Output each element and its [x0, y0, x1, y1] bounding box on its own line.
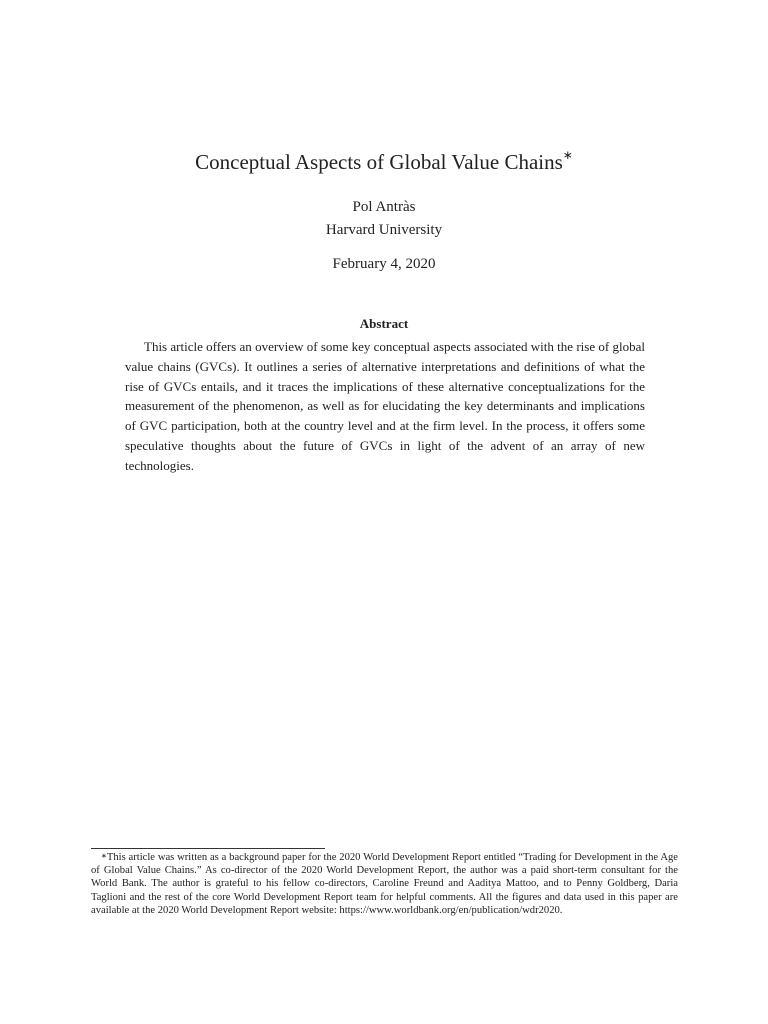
footnote-divider [91, 848, 325, 849]
paper-title-text: Conceptual Aspects of Global Value Chains [195, 150, 563, 174]
abstract-heading: Abstract [359, 316, 409, 331]
paper-title [0, 150, 768, 175]
author-affiliation: Harvard University [325, 222, 443, 238]
title-footnote-marker: ∗ [562, 148, 573, 162]
footnote-text: This article was written as a background paper for the 2020 World Development Report entitled “Trading for Development in the Age of Global Value Chains.” As co-director of the 2020 World Development Report, the author was a paid short-term consultant for the World Bank. The author is grateful to his fellow co-directors, Caroline Freund and Aaditya Mattoo, and to Penny Goldberg, Daria Taglioni and the rest of the core World Development Report team for helpful comments. All the figures and data used in this paper are available at the 2020 World Development Report website: https://www.worldbank.org/en/publication/wdr2020. [91, 852, 678, 916]
author-name: Pol Antràs [352, 199, 416, 215]
abstract-body: This article offers an overview of some key conceptual aspects associated with the rise of global value chains (GVCs). It outlines a series of alternative interpretations and definitions of what the rise of GVCs entails, and it traces the implications of these alternative conceptualizations for the measurement of the phenomenon, as well as for elucidating the key determinants and implications of GVC participation, both at the country level and at the firm level. In the process, it offers some speculative thoughts about the future of GVCs in light of the advent of an array of new technologies. [125, 339, 645, 473]
footnote [91, 851, 678, 917]
paper-date: February 4, 2020 [332, 256, 436, 272]
footnote-marker: ∗ [101, 852, 107, 860]
